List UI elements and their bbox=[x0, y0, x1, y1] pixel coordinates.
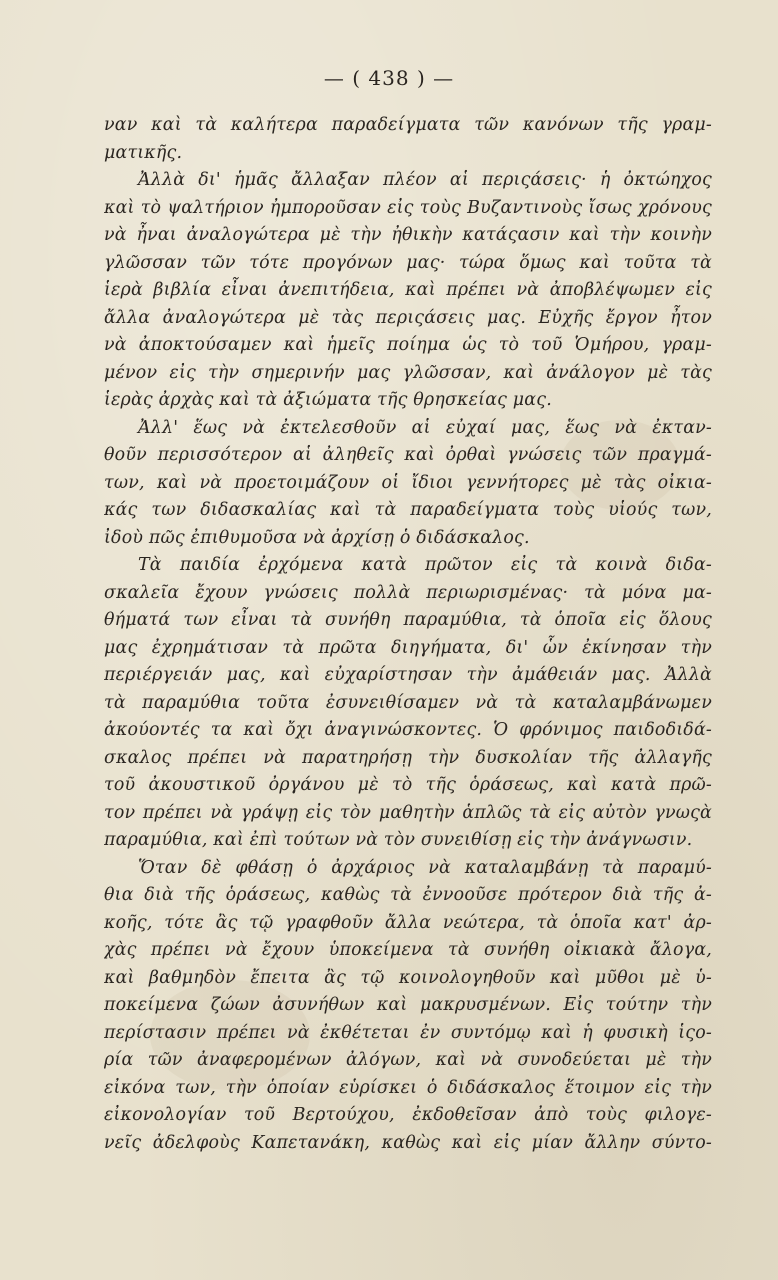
text-line: ματικῆς. bbox=[104, 142, 183, 163]
text-line: σκαλεῖα ἔχουν γνώσεις πολλὰ περιωρισμένας· τὰ μόνα μα- bbox=[104, 582, 712, 603]
text-line: τοῦ ἀκουστικοῦ ὀργάνου μὲ τὸ τῆς ὁράσεως, καὶ κατὰ πρῶ- bbox=[104, 775, 712, 795]
text-line: σκαλος πρέπει νὰ παρατηρήσῃ τὴν δυσκολίαν τῆς ἀλλαγῆς bbox=[104, 747, 712, 768]
text-line: των, καὶ νὰ προετοιμάζουν οἱ ἴδιοι γεννήτορες μὲ τὰς οἰκια- bbox=[104, 472, 712, 493]
text-line: κάς των διδασκαλίας καὶ τὰ παραδείγματα τοὺς υἱούς των, bbox=[104, 500, 712, 520]
text-line: περίστασιν πρέπει νὰ ἐκθέτεται ἐν συντόμῳ καὶ ἡ φυσικὴ ἱςο- bbox=[104, 1022, 712, 1043]
text-line: μας ἐχρημάτισαν τὰ πρῶτα διηγήματα, δι' ὧν ἐκίνησαν τὴν bbox=[104, 637, 712, 658]
text-line: ἄλλα ἀναλογώτερα μὲ τὰς περιςάσεις μας. Εὐχῆς ἔργον ἦτον bbox=[104, 307, 712, 328]
text-line: παραμύθια, καὶ ἐπὶ τούτων νὰ τὸν συνειθίσῃ εἰς τὴν ἀνάγνωσιν. bbox=[104, 830, 693, 850]
text-line: ποκείμενα ζώων ἀσυνήθων καὶ μακρυσμένων. Εἰς τούτην τὴν bbox=[104, 995, 712, 1015]
text-line: ἰδοὺ πῶς ἐπιθυμοῦσα νὰ ἀρχίσῃ ὁ διδάσκαλος. bbox=[104, 527, 530, 548]
text-line: θοῦν περισσότερον αἱ ἀληθεῖς καὶ ὀρθαὶ γνώσεις τῶν πραγμά- bbox=[104, 445, 712, 465]
text-line: χὰς πρέπει νὰ ἔχουν ὑποκείμενα τὰ συνήθη οἰκιακὰ ἄλογα, bbox=[104, 940, 712, 960]
text-line: καὶ βαθμηδὸν ἔπειτα ἂς τῷ κοινολογηθοῦν καὶ μῦθοι μὲ ὑ- bbox=[104, 967, 712, 988]
text-line: τον πρέπει νὰ γράψῃ εἰς τὸν μαθητὴν ἁπλῶς τὰ εἰς αὐτὸν γνωςὰ bbox=[104, 802, 712, 823]
text-line: Ἀλλ' ἕως νὰ ἐκτελεσθοῦν αἱ εὐχαί μας, ἕως νὰ ἐκταν- bbox=[138, 417, 712, 438]
text-line: μένον εἰς τὴν σημερινήν μας γλῶσσαν, καὶ ἀνάλογον μὲ τὰς bbox=[104, 362, 712, 383]
text-line: ναν καὶ τὰ καλήτερα παραδείγματα τῶν κανόνων τῆς γραμ- bbox=[104, 115, 712, 135]
text-line: περιέργειάν μας, καὶ εὐχαρίστησαν τὴν ἀμάθειάν μας. Ἀλλὰ bbox=[104, 665, 712, 685]
text-line: νὰ ἦναι ἀναλογώτερα μὲ τὴν ἠθικὴν κατάςασιν καὶ τὴν κοινὴν bbox=[104, 225, 712, 245]
text-line: εἰκονολογίαν τοῦ Βερτούχου, ἐκδοθεῖσαν ἀπὸ τοὺς φιλογε- bbox=[104, 1105, 712, 1125]
text-line: ἱερὰ βιβλία εἶναι ἀνεπιτήδεια, καὶ πρέπει νὰ ἀποβλέψωμεν εἰς bbox=[104, 280, 712, 300]
text-line: εἰκόνα των, τὴν ὁποίαν εὑρίσκει ὁ διδάσκαλος ἕτοιμον εἰς τὴν bbox=[104, 1077, 712, 1098]
text-line: τὰ παραμύθια τοῦτα ἐσυνειθίσαμεν νὰ τὰ καταλαμβάνωμεν bbox=[104, 692, 712, 713]
page-body-text bbox=[104, 112, 712, 1157]
text-line: γλῶσσαν τῶν τότε προγόνων μας· τώρα ὅμως καὶ τοῦτα τὰ bbox=[104, 252, 712, 273]
text-line: ἀκούοντές τα καὶ ὄχι ἀναγινώσκοντες. Ὁ φρόνιμος παιδοδιδά- bbox=[104, 720, 712, 740]
text-line: νεῖς ἀδελφοὺς Καπετανάκη, καθὼς καὶ εἰς μίαν ἄλλην σύντο- bbox=[104, 1132, 712, 1153]
text-line: καὶ τὸ ψαλτήριον ἠμποροῦσαν εἰς τοὺς Βυζαντινοὺς ἴσως χρόνους bbox=[104, 197, 712, 218]
text-line: νὰ ἀποκτούσαμεν καὶ ἡμεῖς ποίημα ὡς τὸ τοῦ Ὁμήρου, γραμ- bbox=[104, 335, 712, 355]
text-line: Τὰ παιδία ἐρχόμενα κατὰ πρῶτον εἰς τὰ κοινὰ διδα- bbox=[138, 555, 712, 575]
text-line: ἱερὰς ἀρχὰς καὶ τὰ ἀξιώματα τῆς θρησκείας μας. bbox=[104, 390, 552, 410]
text-line: κοῆς, τότε ἂς τῷ γραφθοῦν ἄλλα νεώτερα, τὰ ὁποῖα κατ' ἀρ- bbox=[104, 912, 712, 933]
text-line: θια διὰ τῆς ὁράσεως, καθὼς τὰ ἐννοοῦσε πρότερον διὰ τῆς ἀ- bbox=[104, 885, 712, 905]
text-line: θήματά των εἶναι τὰ συνήθη παραμύθια, τὰ ὁποῖα εἰς ὅλους bbox=[104, 610, 712, 630]
page-number-header: — ( 438 ) — bbox=[323, 66, 455, 90]
text-line: Ὅταν δὲ φθάσῃ ὁ ἀρχάριος νὰ καταλαμβάνῃ τὰ παραμύ- bbox=[138, 857, 712, 878]
text-line: Ἀλλὰ δι' ἡμᾶς ἄλλαξαν πλέον αἱ περιςάσεις· ἡ ὀκτώηχος bbox=[138, 170, 712, 190]
text-line: ρία τῶν ἀναφερομένων ἀλόγων, καὶ νὰ συνοδεύεται μὲ τὴν bbox=[104, 1050, 712, 1070]
